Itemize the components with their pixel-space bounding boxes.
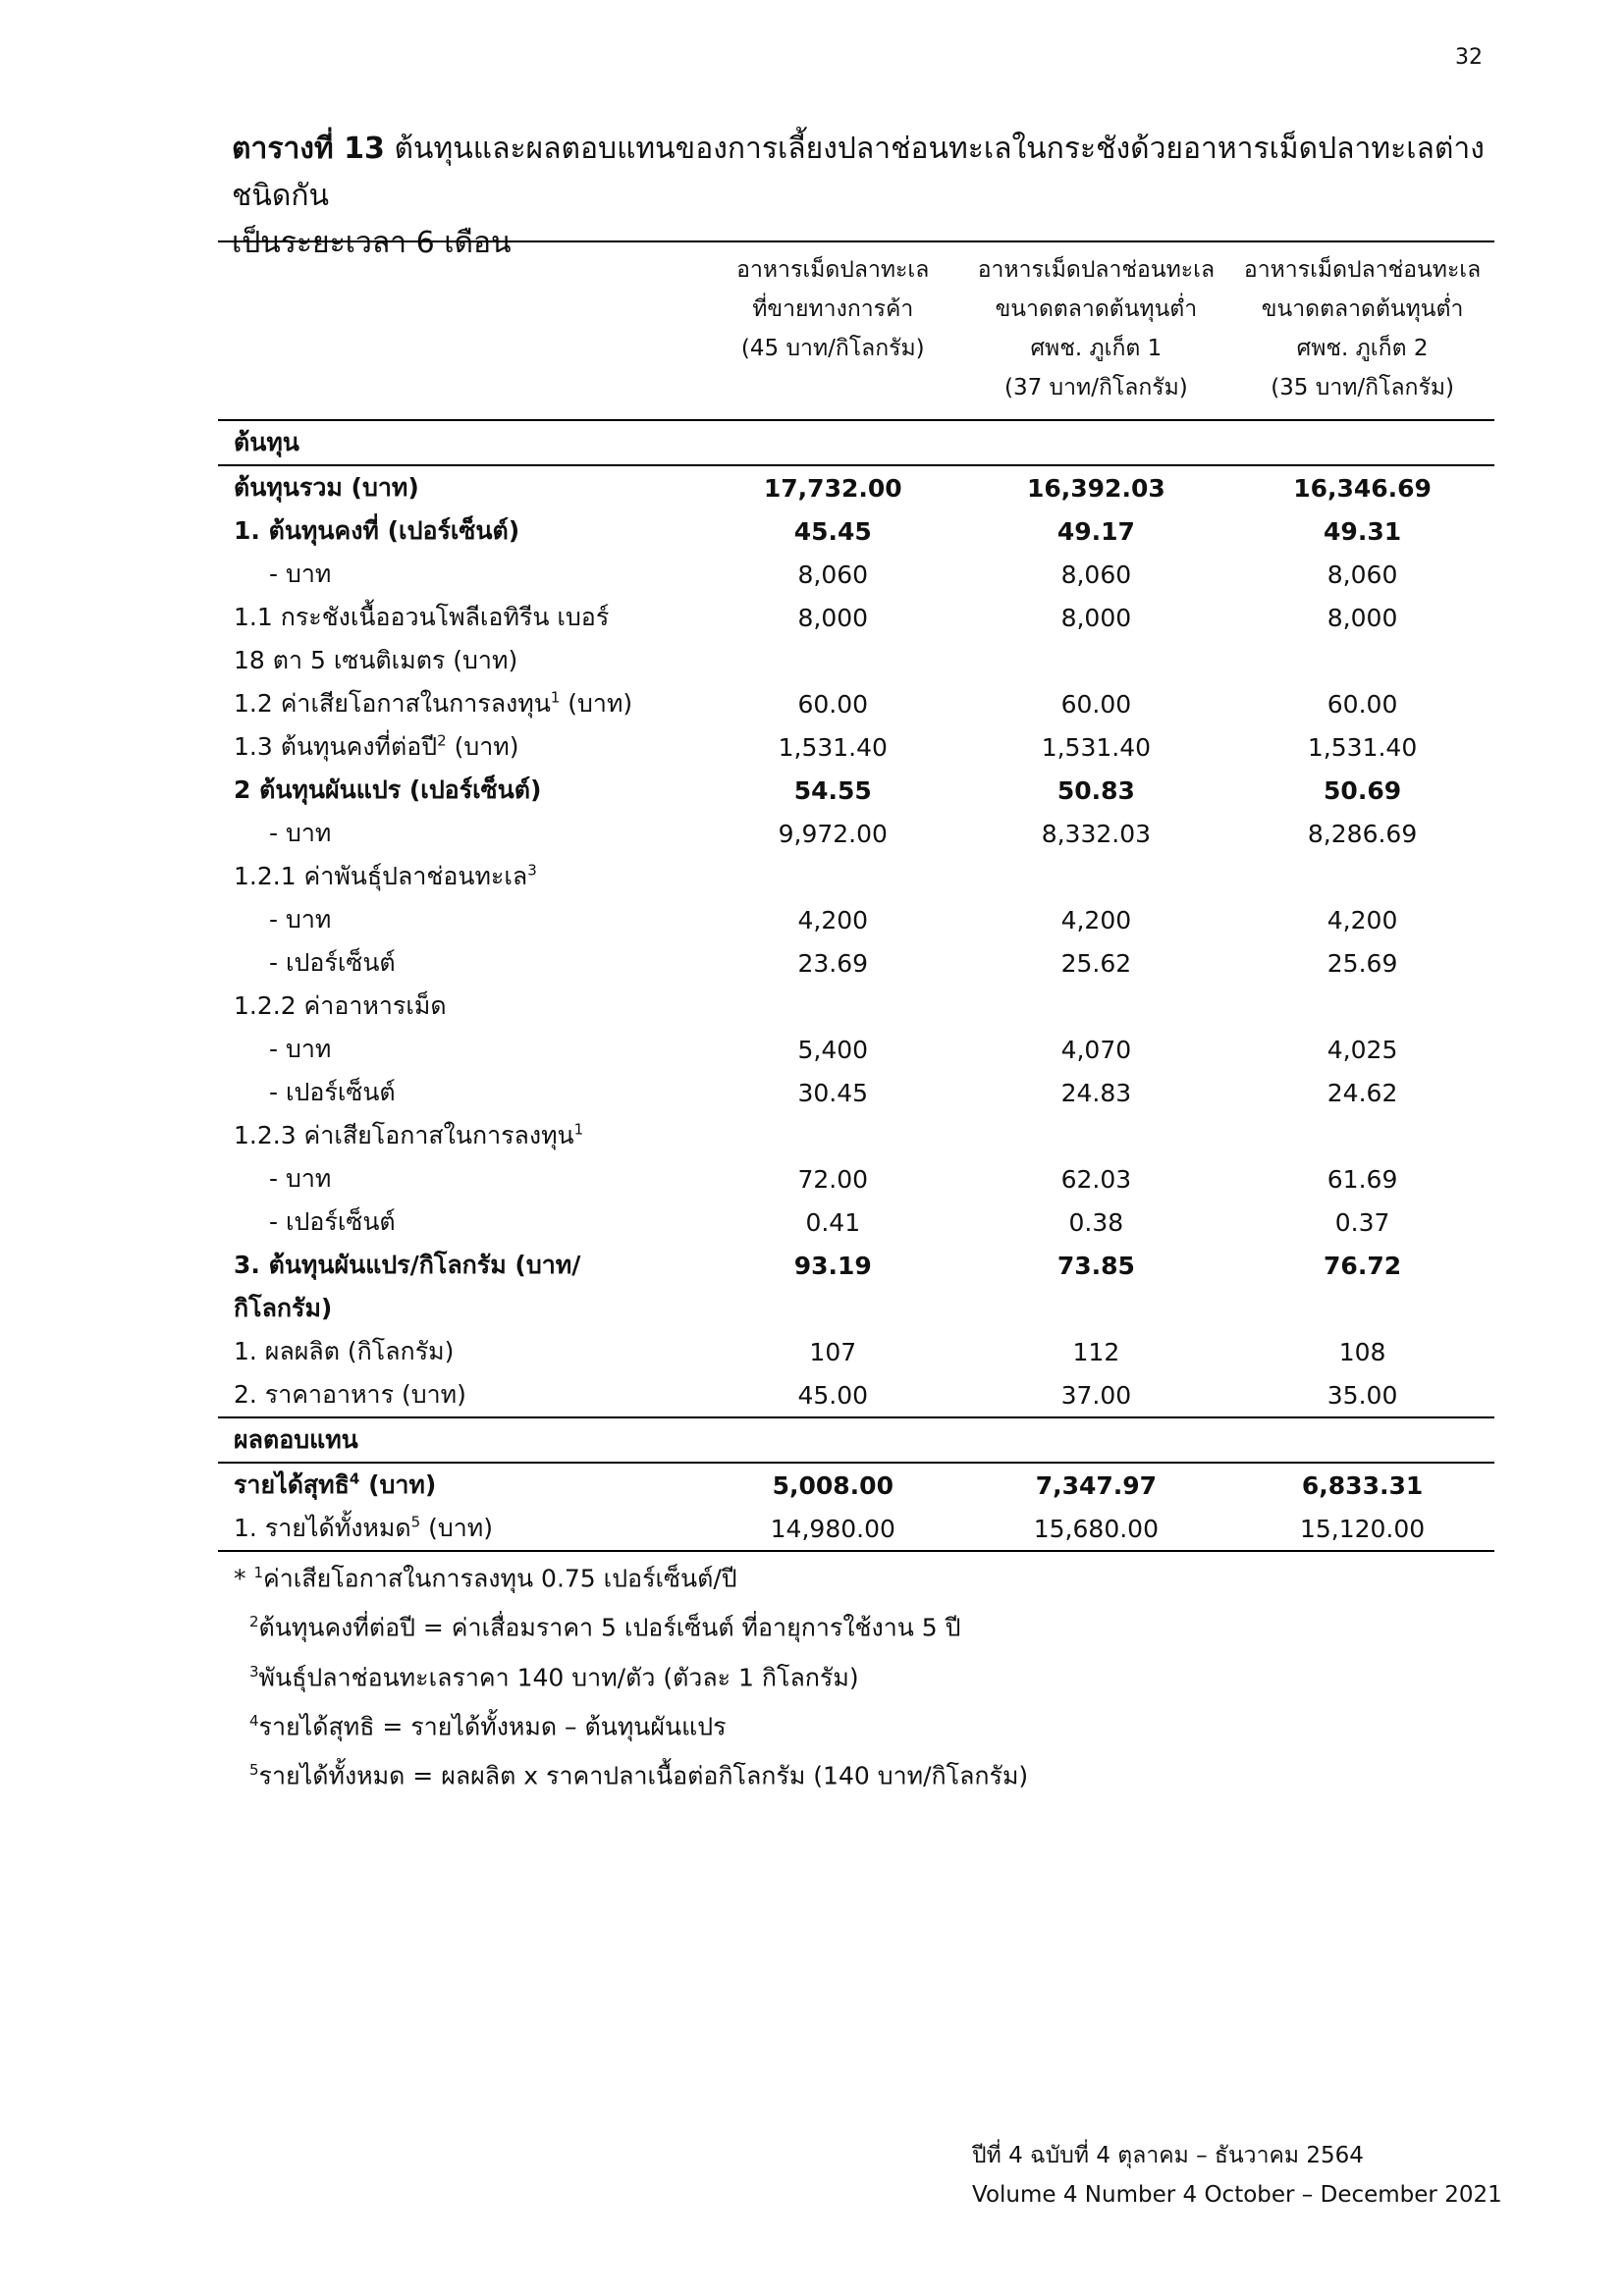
row-label: 1. ต้นทุนคงที่ (เปอร์เซ็นต์) [234, 516, 520, 545]
cell-value: 108 [1338, 1337, 1386, 1366]
row-label: 3. ต้นทุนผันแปร/กิโลกรัม (บาท/ [234, 1251, 581, 1279]
table-row [218, 465, 1494, 509]
table-row [218, 1373, 1494, 1417]
cell-value: 25.62 [1060, 948, 1132, 978]
row-label: 1. รายได้ทั้งหมด$^5$ (บาท) [218, 1507, 704, 1551]
cell-value: 93.19 [793, 1251, 872, 1280]
cell-value [704, 639, 962, 682]
header-col-2-line-2: ขนาดตลาดต้นทุนต่ำ [995, 296, 1198, 322]
cell-value: 7,347.97 [1035, 1470, 1158, 1500]
table-row [218, 1287, 1494, 1330]
header-col-2-line-4: (37 บาท/กิโลกรัม) [1003, 375, 1188, 400]
table-row [218, 1463, 1494, 1507]
cell-value: 61.69 [1326, 1164, 1398, 1194]
table-row [218, 1507, 1494, 1551]
cell-value: 8,060 [1326, 560, 1398, 589]
cell-value: 60.00 [797, 689, 869, 719]
row-label: 1. ผลผลิต (กิโลกรัม) [234, 1337, 455, 1365]
table-row [218, 596, 1494, 639]
caption-label: ตารางที่ 13 [232, 132, 385, 166]
table-row [218, 639, 1494, 682]
header-col-1 [704, 241, 962, 420]
cell-value: 4,025 [1326, 1035, 1398, 1064]
row-label: 1.2.1 ค่าพันธุ์ปลาช่อนทะเล$^3$ [234, 861, 537, 890]
row-label: 1.2 ค่าเสียโอกาสในการลงทุน$^1$ (บาท) [234, 688, 633, 718]
cell-value [962, 639, 1231, 682]
cell-value: 17,732.00 [763, 473, 902, 503]
cell-value [704, 855, 962, 898]
cell-value: 30.45 [797, 1078, 869, 1107]
table-row [218, 898, 1494, 941]
header-col-3-line-3: ศพช. ภูเก็ต 2 [1296, 336, 1429, 361]
cell-value: 5,400 [797, 1035, 869, 1064]
caption-text: ต้นทุนและผลตอบแทนของการเลี้ยงปลาช่อนทะเลในกระชังด้วยอาหารเม็ดปลาทะเลต่างชนิดกัน [232, 132, 1485, 213]
cell-value: 0.38 [1068, 1207, 1124, 1237]
header-col-3-line-2: ขนาดตลาดต้นทุนต่ำ [1261, 296, 1464, 322]
cell-value: 1,531.40 [1307, 732, 1418, 762]
cell-value: 60.00 [1060, 689, 1132, 719]
cell-value: 0.41 [805, 1207, 861, 1237]
header-empty-cell [218, 241, 704, 420]
table-row [218, 941, 1494, 985]
cell-value: 72.00 [797, 1164, 869, 1194]
table-row [218, 985, 1494, 1028]
table-row [218, 1071, 1494, 1114]
cell-value [704, 985, 962, 1028]
cell-value: 50.83 [1056, 775, 1135, 805]
header-col-1-line-1: อาหารเม็ดปลาทะเล [736, 257, 930, 283]
cell-value: 8,000 [1060, 603, 1132, 632]
footnote-1: * $^1$ค่าเสียโอกาสในการลงทุน 0.75 เปอร์เซ็นต์/ปี [234, 1564, 737, 1593]
row-label: - เปอร์เซ็นต์ [269, 948, 396, 977]
cell-value: 8,332.03 [1041, 819, 1152, 848]
cell-value: 45.45 [793, 516, 872, 546]
page-footer [972, 2136, 1502, 2215]
footer-english: Volume 4 Number 4 October – December 2021 [972, 2182, 1502, 2208]
footnote-4: $^4$รายได้สุทธิ = รายได้ทั้งหมด – ต้นทุนผันแปร [249, 1711, 727, 1741]
cell-value: 8,000 [797, 603, 869, 632]
cell-value: 5,008.00 [772, 1470, 893, 1500]
cell-value [962, 985, 1231, 1028]
footnote-5: $^5$รายได้ทั้งหมด = ผลผลิต x ราคาปลาเนื้อต่อกิโลกรัม (140 บาท/กิโลกรัม) [249, 1761, 1029, 1790]
cell-value: 16,346.69 [1293, 473, 1432, 503]
header-col-2 [962, 241, 1231, 420]
cell-value: 4,200 [1060, 905, 1132, 934]
cell-value [704, 1287, 962, 1330]
cell-value [962, 1114, 1231, 1157]
row-label: - บาท [269, 819, 332, 847]
row-label: 1.2.3 ค่าเสียโอกาสในการลงทุน$^1$ [234, 1120, 584, 1149]
header-col-2-line-1: อาหารเม็ดปลาช่อนทะเล [977, 257, 1216, 283]
header-col-1-line-3: (45 บาท/กิโลกรัม) [740, 336, 925, 361]
section-row-cost [218, 420, 1494, 465]
table-header-row [218, 241, 1494, 420]
table-row [218, 769, 1494, 812]
row-label: - เปอร์เซ็นต์ [269, 1207, 396, 1236]
cell-value: 16,392.03 [1026, 473, 1165, 503]
row-label: - บาท [269, 1164, 332, 1193]
footnote-3: $^3$พันธุ์ปลาช่อนทะเลราคา 140 บาท/ตัว (ตัวละ 1 กิโลกรัม) [249, 1662, 859, 1691]
cell-value: 15,120.00 [1230, 1507, 1494, 1551]
table-row [218, 682, 1494, 725]
table-row [218, 1157, 1494, 1201]
cell-value: 1,531.40 [778, 732, 888, 762]
cell-value: 8,000 [1326, 603, 1398, 632]
cell-value: 8,286.69 [1307, 819, 1418, 848]
cost-return-table [218, 240, 1494, 1552]
cell-value [704, 1114, 962, 1157]
row-label: รายได้สุทธิ$^4$ (บาท) [234, 1469, 437, 1499]
table-row [218, 855, 1494, 898]
cell-value: 24.83 [1060, 1078, 1132, 1107]
header-col-3-line-4: (35 บาท/กิโลกรัม) [1271, 375, 1454, 400]
cell-value: 4,070 [1060, 1035, 1132, 1064]
table-footnotes [234, 1551, 1028, 1798]
cell-value: 76.72 [1324, 1251, 1402, 1280]
cell-value: 24.62 [1326, 1078, 1398, 1107]
cell-value: 9,972.00 [778, 819, 888, 848]
cell-value [962, 1287, 1231, 1330]
cell-value: 25.69 [1326, 948, 1398, 978]
cell-value [1230, 855, 1494, 898]
header-col-1-line-2: ที่ขายทางการค้า [752, 296, 914, 322]
page-number: 32 [1455, 45, 1483, 70]
row-label: ต้นทุนรวม (บาท) [234, 473, 419, 502]
cell-value: 49.17 [1056, 516, 1135, 546]
cell-value: 112 [1072, 1337, 1120, 1366]
table-row [218, 725, 1494, 769]
cell-value: 45.00 [797, 1380, 869, 1410]
cell-value: 50.69 [1324, 775, 1402, 805]
header-col-3-line-1: อาหารเม็ดปลาช่อนทะเล [1243, 257, 1482, 283]
cell-value: 23.69 [797, 948, 869, 978]
row-label: 2 ต้นทุนผันแปร (เปอร์เซ็นต์) [234, 775, 542, 804]
cell-value: 4,200 [797, 905, 869, 934]
cell-value: 49.31 [1324, 516, 1402, 546]
table-row [218, 1244, 1494, 1287]
footnote-2: $^2$ต้นทุนคงที่ต่อปี = ค่าเสื่อมราคา 5 เปอร์เซ็นต์ ที่อายุการใช้งาน 5 ปี [249, 1613, 961, 1642]
cell-value: 6,833.31 [1301, 1470, 1424, 1500]
cell-value: 35.00 [1326, 1380, 1398, 1410]
cell-value: 0.37 [1334, 1207, 1390, 1237]
cell-value: 8,060 [797, 560, 869, 589]
table-row [218, 1114, 1494, 1157]
row-label: 1.2.2 ค่าอาหารเม็ด [234, 991, 447, 1020]
cell-value: 107 [809, 1337, 857, 1366]
table-row [218, 509, 1494, 553]
cell-value: 8,060 [1060, 560, 1132, 589]
cell-value: 1,531.40 [1041, 732, 1152, 762]
table-row [218, 1028, 1494, 1071]
cell-value: 73.85 [1056, 1251, 1135, 1280]
footer-thai: ปีที่ 4 ฉบับที่ 4 ตุลาคม – ธันวาคม 2564 [972, 2143, 1364, 2168]
header-col-3 [1230, 241, 1494, 420]
cell-value: 54.55 [793, 775, 872, 805]
cell-value [1230, 639, 1494, 682]
cell-value: 4,200 [1326, 905, 1398, 934]
table-row [218, 1330, 1494, 1373]
cell-value: 14,980.00 [704, 1507, 962, 1551]
cell-value [1230, 1287, 1494, 1330]
row-label: 1.1 กระชังเนื้ออวนโพลีเอทิรีน เบอร์ [234, 603, 610, 631]
row-label: 18 ตา 5 เซนติเมตร (บาท) [234, 646, 518, 674]
table-row [218, 553, 1494, 596]
table-row [218, 1201, 1494, 1244]
row-label: - บาท [269, 1035, 332, 1063]
cell-value [1230, 985, 1494, 1028]
cell-value [962, 855, 1231, 898]
row-label: 1.3 ต้นทุนคงที่ต่อปี$^2$ (บาท) [234, 731, 519, 761]
cell-value: 37.00 [1060, 1380, 1132, 1410]
cell-value: 60.00 [1326, 689, 1398, 719]
table-row [218, 812, 1494, 855]
section-label-cost: ต้นทุน [218, 420, 704, 465]
section-row-return [218, 1417, 1494, 1463]
caption-text-line2: เป็นระยะเวลา 6 เดือน [232, 226, 512, 260]
row-label: - บาท [269, 905, 332, 934]
header-col-2-line-3: ศพช. ภูเก็ต 1 [1030, 336, 1163, 361]
row-label: กิโลกรัม) [234, 1294, 333, 1322]
section-label-return: ผลตอบแทน [218, 1417, 704, 1463]
cell-value: 15,680.00 [962, 1507, 1231, 1551]
cell-value [1230, 1114, 1494, 1157]
row-label: - บาท [269, 560, 332, 588]
row-label: - เปอร์เซ็นต์ [269, 1078, 396, 1106]
row-label: 2. ราคาอาหาร (บาท) [234, 1380, 466, 1409]
cell-value: 62.03 [1060, 1164, 1132, 1194]
